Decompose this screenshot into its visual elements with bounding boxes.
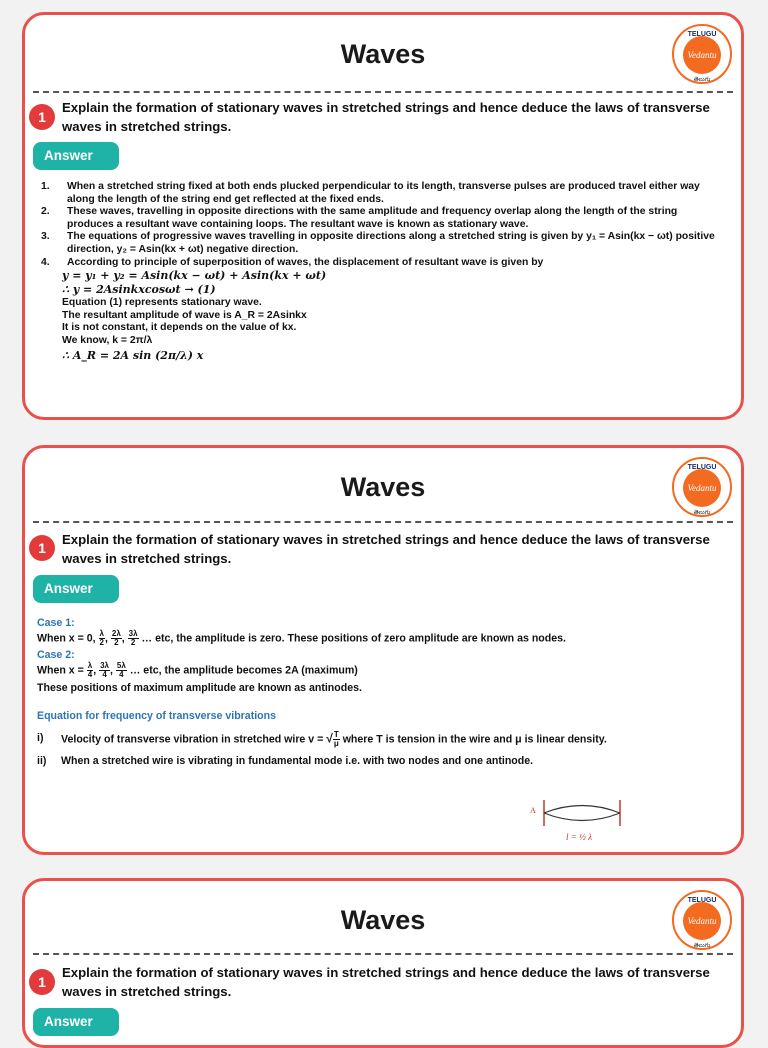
card-1 (22, 12, 744, 420)
answer-content (37, 181, 721, 364)
card-2 (22, 445, 744, 855)
case-2-label: Case 2: (37, 649, 75, 661)
answer-button[interactable]: Answer (33, 1008, 119, 1036)
equation-line: The resultant amplitude of wave is A_R = 2Asinkx (62, 309, 307, 321)
equation-line: ∴ y = 2Asinkxcosωt → (1) (62, 283, 216, 297)
logo-main-text: Vedantu (687, 50, 717, 60)
equation-line: Equation (1) represents stationary wave. (62, 297, 262, 309)
equation-line: It is not constant, it depends on the value of kx. (62, 322, 297, 334)
case-1-label: Case 1: (37, 617, 75, 629)
logo-main-text: Vedantu (687, 916, 717, 926)
antinodes-text: These positions of maximum amplitude are known as antinodes. (37, 682, 362, 694)
answer-button[interactable]: Answer (33, 142, 119, 170)
question-text: Explain the formation of stationary waves in stretched strings and hence deduce the laws of transverse waves in stretched strings. (62, 965, 710, 999)
vedantu-logo (671, 456, 733, 518)
diagram-caption: l = ½ λ (566, 832, 592, 842)
logo-top-text: TELUGU (687, 31, 717, 38)
list-item: 1. When a stretched string fixed at both ends plucked perpendicular to its length, transverse pulses are produced travel either way along the length of the string end get reflected at the fixed ends. (41, 181, 700, 205)
logo-bottom-text: తెలుగు (693, 509, 711, 516)
page-title: Waves (340, 472, 426, 502)
vedantu-logo (671, 23, 733, 85)
page-title: Waves (340, 905, 426, 935)
card-3 (22, 878, 744, 1048)
dashed-divider (33, 91, 733, 93)
logo-top-text: TELUGU (687, 464, 717, 471)
vedantu-logo (671, 889, 733, 951)
logo-bottom-text: తెలుగు (693, 76, 711, 83)
equation-line: We know, k = 2π/λ (62, 334, 153, 346)
case-1-text: When x = 0, $\frac{\lambda}{2}$ , $\frac{2\lambda}{2}$ , $\frac{3\lambda}{2}$ … etc, the amplitude is zero. These positions of zero amplitude are known as nodes. (37, 629, 566, 647)
question-number-badge: 1 (29, 104, 55, 130)
logo-main-text: Vedantu (687, 483, 717, 493)
dashed-divider (33, 953, 733, 955)
frequency-heading: Equation for frequency of transverse vibrations (37, 710, 277, 722)
item-ii: ii) When a stretched wire is vibrating in fundamental mode i.e. with two nodes and one antinode. (37, 755, 534, 767)
diagram-label-a: A (530, 806, 536, 815)
answer-content (37, 615, 721, 768)
case-2-text: When x = $\frac{\lambda}{4}$ , $\frac{3\lambda}{4}$ , $\frac{5\lambda}{4}$ … etc, the amplitude becomes 2A (maximum) (37, 661, 358, 679)
equation-line: y = y₁ + y₂ = Asin(kx − ωt) + Asin(kx + ωt) (62, 269, 327, 283)
list-item: 3. The equations of progressive waves travelling in opposite directions along a stretched string is given by y₁ = Asin(kx − ωt) positive direction, y₂ = Asin(kx + ωt) negative direction. (41, 231, 715, 255)
fundamental-mode-diagram (528, 798, 638, 846)
logo-top-text: TELUGU (687, 897, 717, 904)
question-text: Explain the formation of stationary waves in stretched strings and hence deduce the laws of transverse waves in stretched strings. (62, 532, 710, 566)
page-title: Waves (340, 39, 426, 69)
question-text: Explain the formation of stationary waves in stretched strings and hence deduce the laws of transverse waves in stretched strings. (62, 100, 710, 134)
question-number-badge: 1 (29, 969, 55, 995)
list-item: 2. These waves, travelling in opposite directions with the same amplitude and frequency overlap along the length of the string produces a resultant wave containing loops. The resultant wave is known as stationary wave. (41, 206, 678, 230)
dashed-divider (33, 521, 733, 523)
question-number-badge: 1 (29, 535, 55, 561)
equations (37, 269, 721, 363)
equation-line: ∴ A_R = 2A sin (2π/λ) x (62, 348, 204, 362)
item-i: i) Velocity of transverse vibration in stretched wire v = √ $\frac{T}{\mu}$ where T is tension in the wire and μ is linear density. (37, 730, 607, 748)
steps-list (37, 181, 721, 269)
list-item: 4. According to principle of superposition of waves, the displacement of resultant wave is given by (41, 256, 544, 268)
logo-bottom-text: తెలుగు (693, 942, 711, 949)
answer-button[interactable]: Answer (33, 575, 119, 603)
